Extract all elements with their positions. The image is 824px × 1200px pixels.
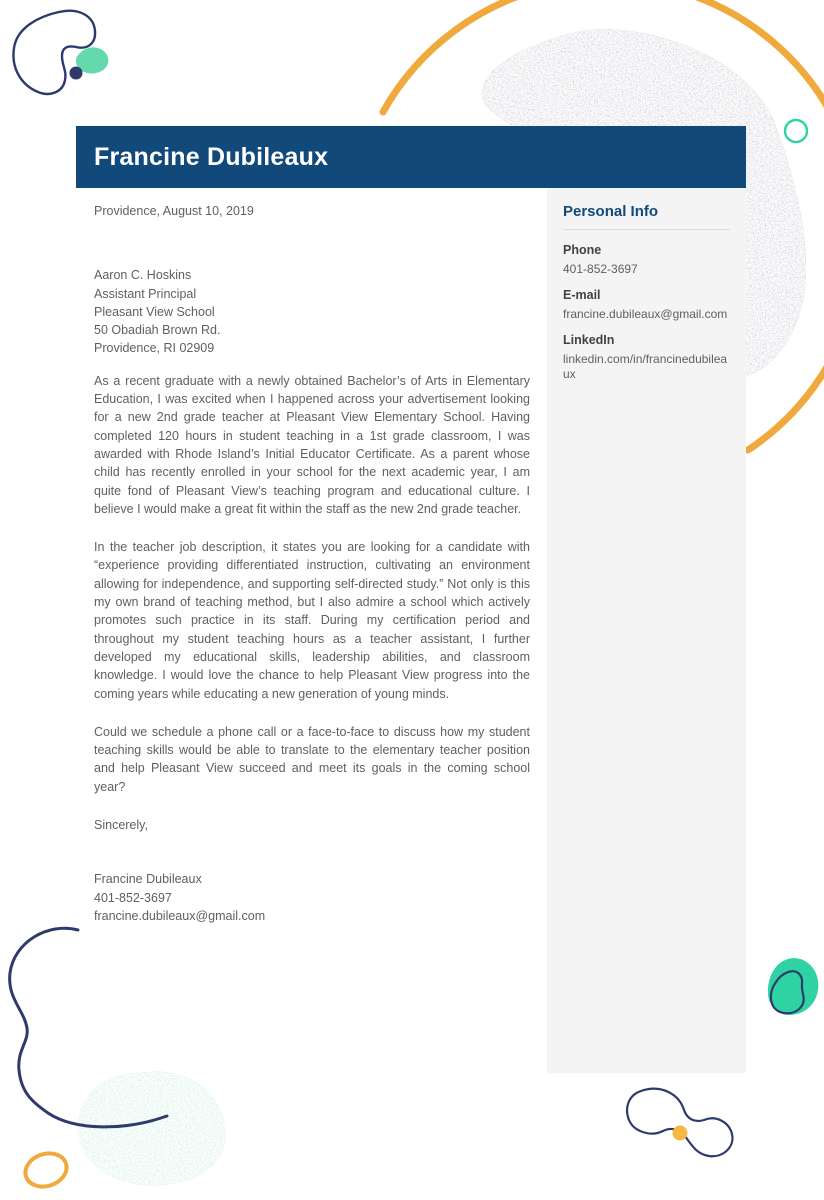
field-phone: [563, 243, 730, 277]
dot-yellow-bottom-right-icon: [673, 1126, 688, 1141]
field-linkedin: [563, 333, 730, 382]
closing-line: Sincerely,: [94, 818, 148, 833]
field-email-value: francine.dubileaux@gmail.com: [563, 307, 728, 321]
signature-name: Francine Dubileaux: [94, 872, 202, 887]
sidebar-title: Personal Info: [563, 203, 730, 230]
letter-body: [94, 202, 530, 925]
recipient-name: Aaron C. Hoskins: [94, 268, 192, 283]
paragraph-3: Could we schedule a phone call or a face-to-face to discuss how my student teaching skills would be able to translate to the elementary teacher position and help Pleasant View succeed and meet its goals in the coming school year?: [94, 724, 530, 794]
field-phone-label: Phone: [563, 243, 602, 257]
header-band: [76, 126, 746, 188]
paragraph-1: As a recent graduate with a newly obtained Bachelor’s of Arts in Elementary Education, I was excited when I happened across your advertisement looking for a new 2nd grade teacher at Pleasant View Elementary School. Having completed 120 hours in student teaching in a 1st grade classroom, I was awarded with Rhode Island’s Initial Educator Certificate. As a parent whose child has recently enrolled in your school for the next academic year, I am quite fond of Pleasant View’s teaching program and educational culture. I believe I would make a great fit within the staff as the new 2nd grade teacher.: [94, 373, 530, 516]
recipient-title: Assistant Principal: [94, 286, 197, 301]
field-phone-value: 401-852-3697: [563, 262, 638, 276]
paragraph-2: In the teacher job description, it states you are looking for a candidate with “experience providing differentiated instruction, cultivating an environment allowing for independence, and supporting self-directed study.” Not only is this my own brand of teaching method, but I also admire a school which actively promotes such practice in its staff. During my certification period and throughout my student teaching hours as a teacher assistant, I further developed my educational skills, leadership abilities, and classroom knowledge. I would love the chance to help Pleasant View progress into the coming years while educating a new generation of young minds.: [94, 540, 530, 701]
blob-teal-bottom-right-icon: [768, 958, 818, 1015]
recipient-block: [94, 266, 530, 357]
dome-teal-bottom-left-icon: [78, 1072, 225, 1186]
field-email: [563, 288, 730, 322]
recipient-organization: Pleasant View School: [94, 304, 215, 319]
field-linkedin-value: linkedin.com/in/francinedubileaux: [563, 352, 728, 381]
field-email-label: E-mail: [563, 288, 601, 302]
recipient-city: Providence, RI 02909: [94, 341, 215, 356]
ring-teal-small-icon: [785, 120, 807, 142]
peanut-outline-bottom-right-icon: [627, 1089, 732, 1157]
signature-block: [94, 870, 530, 925]
personal-info-panel: [547, 188, 746, 1073]
signature-email: francine.dubileaux@gmail.com: [94, 908, 266, 923]
recipient-street: 50 Obadiah Brown Rd.: [94, 323, 221, 338]
dot-navy-top-left-icon: [70, 67, 83, 80]
applicant-name: Francine Dubileaux: [94, 142, 329, 171]
field-linkedin-label: LinkedIn: [563, 333, 615, 347]
date-line: Providence, August 10, 2019: [94, 204, 254, 218]
oval-yellow-bottom-left-icon: [21, 1148, 71, 1191]
signature-phone: 401-852-3697: [94, 890, 172, 905]
